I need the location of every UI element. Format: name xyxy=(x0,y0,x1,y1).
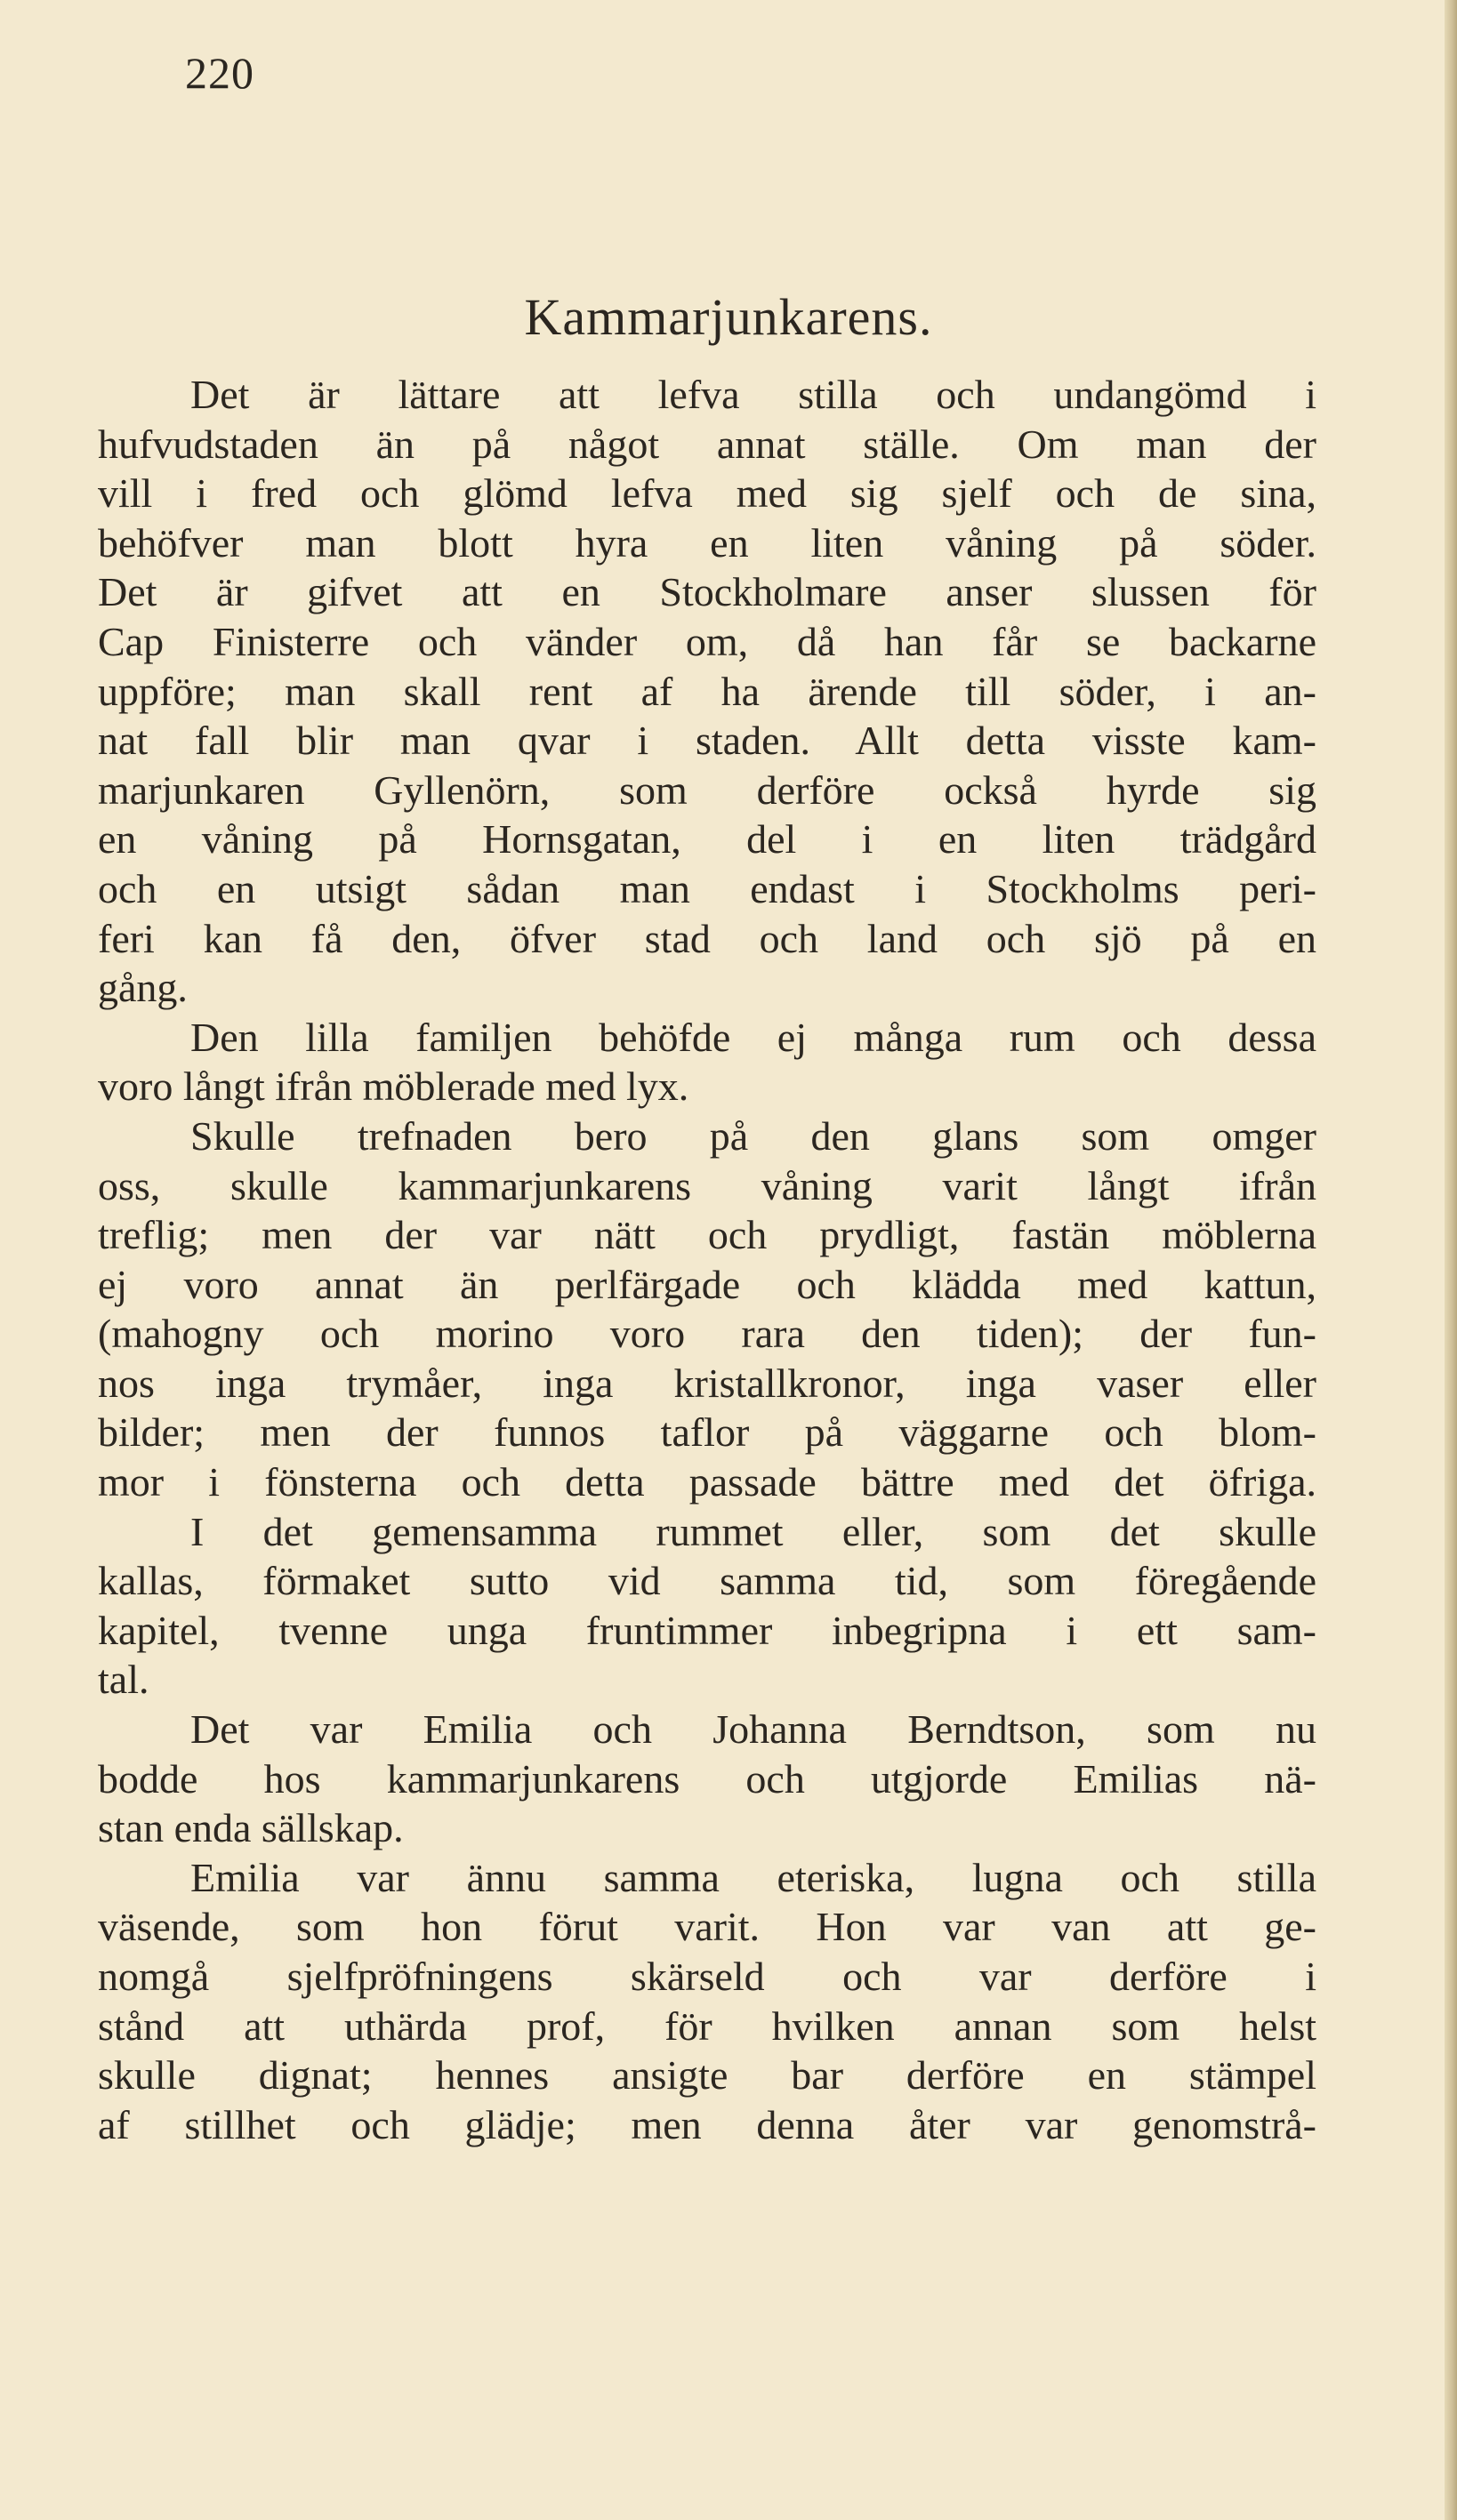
text-line: bodde hos kammarjunkarens och utgjorde Emilias nä- xyxy=(98,1755,1316,1802)
body-text xyxy=(98,370,1316,2149)
text-line: Den lilla familjen behöfde ej många rum och dessa xyxy=(190,1014,1316,1060)
text-line: treflig; men der var nätt och prydligt, fastän möblerna xyxy=(98,1212,1316,1258)
text-line: kallas, förmaket sutto vid samma tid, som föregående xyxy=(98,1558,1316,1604)
text-line: behöfver man blott hyra en liten våning på söder. xyxy=(98,519,1316,566)
text-line: bilder; men der funnos taflor på väggarne och blom- xyxy=(98,1409,1316,1456)
text-line: nos inga trymåer, inga kristallkronor, inga vaser eller xyxy=(98,1360,1316,1406)
text-line: stånd att uthärda prof, för hvilken annan som helst xyxy=(98,2002,1316,2049)
text-line: stan enda sällskap. xyxy=(98,1805,404,1851)
text-line: Emilia var ännu samma eteriska, lugna och stilla xyxy=(190,1854,1316,1900)
page-number: 220 xyxy=(185,48,254,98)
text-line: gång. xyxy=(98,965,188,1011)
text-line: hufvudstaden än på något annat ställe. Om man der xyxy=(98,421,1316,467)
text-line: oss, skulle kammarjunkarens våning varit långt ifrån xyxy=(98,1162,1316,1208)
text-line: och en utsigt sådan man endast i Stockholms peri- xyxy=(98,865,1316,911)
text-line: vill i fred och glömd lefva med sig sjelf och de sina, xyxy=(98,470,1316,517)
text-line: nat fall blir man qvar i staden. Allt detta visste kam- xyxy=(98,718,1316,764)
text-line: väsende, som hon förut varit. Hon var van att ge- xyxy=(98,1904,1316,1950)
text-line: kapitel, tvenne unga fruntimmer inbegripna i ett sam- xyxy=(98,1607,1316,1653)
text-line: Det är lättare att lefva stilla och undangömd i xyxy=(190,372,1316,417)
text-line: feri kan få den, öfver stad och land och sjö på en xyxy=(98,915,1316,961)
text-line: marjunkaren Gyllenörn, som derföre också hyrde sig xyxy=(98,766,1316,813)
text-line: Det var Emilia och Johanna Berndtson, som nu xyxy=(190,1706,1316,1753)
text-line: ej voro annat än perlfärgade och klädda med kattun, xyxy=(98,1261,1316,1307)
text-line: tal. xyxy=(98,1657,149,1703)
text-line: Cap Finisterre och vänder om, då han får se backarne xyxy=(98,618,1316,664)
text-line: mor i fönsterna och detta passade bättre med det öfriga. xyxy=(98,1459,1316,1505)
page-edge xyxy=(1445,0,1457,2520)
text-line: nomgå sjelfpröfningens skärseld och var derföre i xyxy=(98,1954,1316,1999)
text-line: voro långt ifrån möblerade med lyx. xyxy=(98,1063,689,1110)
text-line: uppföre; man skall rent af ha ärende till söder, i an- xyxy=(98,668,1316,714)
text-line: af stillhet och glädje; men denna åter var genomstrå- xyxy=(98,2101,1316,2147)
chapter-title: Kammarjunkarens. xyxy=(524,288,933,346)
text-line: (mahogny och morino voro rara den tiden); der fun- xyxy=(98,1311,1316,1357)
text-line: I det gemensamma rummet eller, som det skulle xyxy=(190,1508,1316,1554)
text-line: Skulle trefnaden bero på den glans som omger xyxy=(190,1112,1316,1159)
text-line: skulle dignat; hennes ansigte bar derföre en stämpel xyxy=(98,2052,1316,2099)
text-line: en våning på Hornsgatan, del i en liten trädgård xyxy=(98,816,1316,863)
text-line: Det är gifvet att en Stockholmare anser slussen för xyxy=(98,569,1316,615)
